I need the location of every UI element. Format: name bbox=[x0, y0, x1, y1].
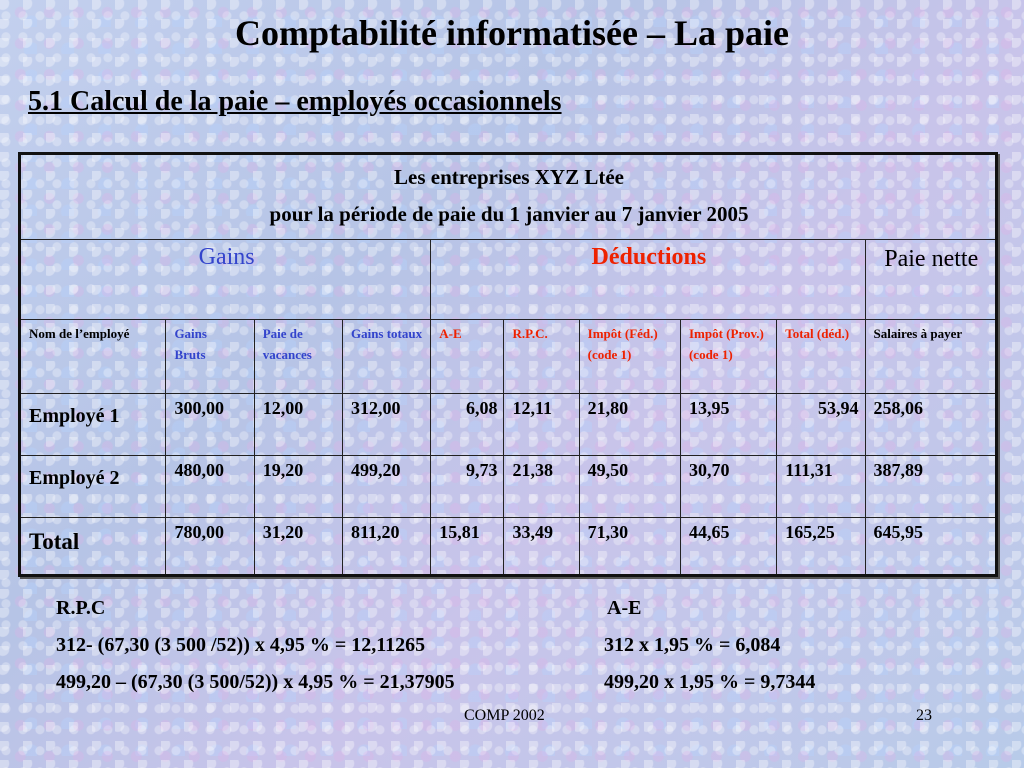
table-row bbox=[20, 393, 997, 455]
cell-ae: 15,81 bbox=[431, 517, 504, 575]
cell-total-gains: 499,20 bbox=[342, 455, 430, 517]
rpc-calculation-2: 499,20 – (67,30 (3 500/52)) x 4,95 % = 21,37905 bbox=[56, 671, 455, 693]
cell-federal: 71,30 bbox=[579, 517, 680, 575]
cell-net-pay: 387,89 bbox=[865, 455, 996, 517]
company-name: Les entreprises XYZ Ltée bbox=[394, 165, 624, 189]
col-rpc: R.P.C. bbox=[504, 320, 579, 393]
cell-gross: 300,00 bbox=[166, 393, 254, 455]
col-vacation-pay: Paie de vacances bbox=[254, 320, 342, 393]
cell-federal: 21,80 bbox=[579, 393, 680, 455]
col-gross-line2: Bruts bbox=[174, 346, 206, 362]
footer-course: COMP 2002 bbox=[464, 707, 545, 724]
col-federal-tax bbox=[579, 320, 680, 393]
ae-calculation-1: 312 x 1,95 % = 6,084 bbox=[604, 634, 781, 656]
cell-rpc: 21,38 bbox=[504, 455, 579, 517]
ae-heading: A-E bbox=[607, 597, 642, 619]
col-provincial-tax bbox=[680, 320, 776, 393]
pay-period: pour la période de paie du 1 janvier au 7 janvier 2005 bbox=[269, 201, 749, 226]
cell-ae: 9,73 bbox=[431, 455, 504, 517]
cell-net-pay: 258,06 bbox=[865, 393, 996, 455]
section-deductions: Déductions bbox=[431, 240, 865, 320]
col-federal-line1: Impôt (Féd.) bbox=[587, 326, 658, 342]
cell-total-deductions: 111,31 bbox=[777, 455, 865, 517]
section-gains: Gains bbox=[20, 240, 431, 320]
col-employee-name: Nom de l’employé bbox=[20, 320, 166, 393]
cell-total-deductions: 165,25 bbox=[777, 517, 865, 575]
col-gross-gains bbox=[166, 320, 254, 393]
section-subtitle: 5.1 Calcul de la paie – employés occasionnels bbox=[28, 86, 562, 117]
table-row bbox=[20, 455, 997, 517]
col-provincial-line2: (code 1) bbox=[688, 346, 733, 362]
col-federal-line2: (code 1) bbox=[587, 346, 632, 362]
table-header bbox=[20, 154, 997, 240]
col-net-pay: Salaires à payer bbox=[865, 320, 996, 393]
cell-ae: 6,08 bbox=[431, 393, 504, 455]
cell-total-deductions: 53,94 bbox=[777, 393, 865, 455]
ae-calculation-2: 499,20 x 1,95 % = 9,7344 bbox=[604, 671, 816, 693]
cell-total-gains: 811,20 bbox=[342, 517, 430, 575]
cell-provincial: 30,70 bbox=[680, 455, 776, 517]
cell-vacation: 12,00 bbox=[254, 393, 342, 455]
cell-vacation: 31,20 bbox=[254, 517, 342, 575]
cell-provincial: 13,95 bbox=[680, 393, 776, 455]
rpc-heading: R.P.C bbox=[56, 597, 106, 619]
col-provincial-line1: Impôt (Prov.) bbox=[688, 326, 764, 342]
cell-vacation: 19,20 bbox=[254, 455, 342, 517]
payroll-table bbox=[18, 152, 998, 577]
col-gross-line1: Gains bbox=[174, 326, 207, 342]
cell-total-gains: 312,00 bbox=[342, 393, 430, 455]
cell-rpc: 12,11 bbox=[504, 393, 579, 455]
col-total-deductions: Total (déd.) bbox=[777, 320, 865, 393]
cell-gross: 780,00 bbox=[166, 517, 254, 575]
cell-rpc: 33,49 bbox=[504, 517, 579, 575]
section-net-pay: Paie nette bbox=[865, 240, 996, 320]
table-row-total bbox=[20, 517, 997, 575]
slide-title: Comptabilité informatisée – La paie bbox=[235, 13, 789, 53]
col-ae: A-E bbox=[431, 320, 504, 393]
col-total-gains: Gains totaux bbox=[342, 320, 430, 393]
page-number: 23 bbox=[916, 707, 932, 724]
total-label: Total bbox=[20, 517, 166, 575]
cell-provincial: 44,65 bbox=[680, 517, 776, 575]
rpc-calculation-1: 312- (67,30 (3 500 /52)) x 4,95 % = 12,11265 bbox=[56, 634, 426, 656]
employee-name: Employé 2 bbox=[20, 455, 166, 517]
cell-net-pay: 645,95 bbox=[865, 517, 996, 575]
cell-federal: 49,50 bbox=[579, 455, 680, 517]
employee-name: Employé 1 bbox=[20, 393, 166, 455]
cell-gross: 480,00 bbox=[166, 455, 254, 517]
